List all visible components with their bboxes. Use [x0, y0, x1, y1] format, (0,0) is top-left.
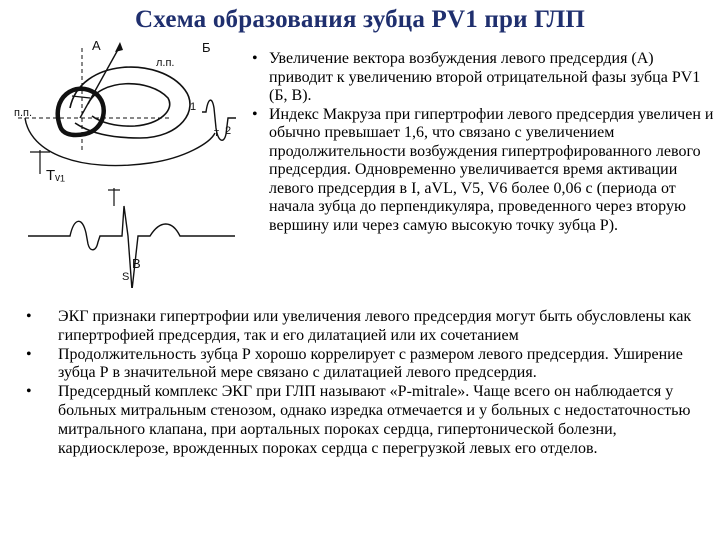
atrial-vector-ecg-figure	[10, 38, 242, 288]
label-pp: п.п.	[14, 107, 33, 119]
label-v: В	[132, 256, 141, 271]
label-t: т	[214, 127, 220, 139]
list-item	[252, 50, 716, 106]
list-item-text: Индекс Макруза при гипертрофии левого предсердия увеличен и обычно превышает 1,6, что связано с увеличением продолжительности возбуждения гипертрофированного левого предсердия. Одновременно увеличивается время активации левого предсердия в I, aVL, V5, V6 более 0,06 с (периода от начала зубца до перпендикуляра, проведенного через вторую вершину или через самую высокую точку зубца Р).	[269, 105, 714, 234]
bullet-mark: •	[252, 105, 258, 123]
vector-arrowhead	[115, 42, 123, 52]
label-s: S	[122, 271, 130, 283]
label-1: 1	[190, 101, 197, 113]
list-item-text: Продолжительность зубца Р хорошо коррелирует с размером левого предсердия. Уширение зубца Р в значительной мере связано с дилатацией левого предсердия.	[58, 345, 683, 382]
label-b: Б	[202, 40, 211, 55]
bullet-mark: •	[26, 383, 32, 401]
bullet-mark: •	[252, 50, 258, 67]
list-item	[252, 106, 716, 236]
label-a: А	[92, 38, 101, 53]
list-item	[22, 383, 712, 458]
ecg-trace	[28, 206, 235, 288]
bottom-bullet-list	[22, 308, 712, 458]
bullet-mark: •	[26, 345, 32, 363]
list-item-text: Предсердный комплекс ЭКГ при ГЛП называют «P-mitrale». Чаще всего он наблюдается у больных митральным стенозом, однако изредка отмечается и у больных с недостаточностью митрального клапана, при аортальных пороках сердца, гипертонической болезни, кардиосклерозе, врожденных пороках сердца с перегрузкой левых его отделов.	[58, 383, 691, 457]
list-item-text: Увеличение вектора возбуждения левого предсердия (А) приводит к увеличению второй отрицательной фазы зубца PV1 (Б, В).	[269, 50, 701, 104]
list-item	[22, 346, 712, 384]
bullet-mark: •	[26, 308, 32, 325]
vector-loop-diagram	[18, 42, 215, 166]
right-atrium-loop	[58, 89, 104, 135]
figure-drawing	[10, 38, 242, 288]
slide-title: Схема образования зубца PV1 при ГЛП	[135, 6, 585, 33]
label-lp: л.п.	[156, 57, 175, 69]
label-2: 2	[225, 125, 232, 137]
list-item-text: ЭКГ признаки гипертрофии или увеличения левого предсердия могут быть обусловлены как гипертрофией предсердия, так и его дилатацией или их сочетанием	[58, 308, 692, 344]
list-item	[22, 308, 712, 346]
right-bullet-list	[252, 50, 716, 235]
label-tv1: Тᵥ₁	[46, 167, 66, 184]
